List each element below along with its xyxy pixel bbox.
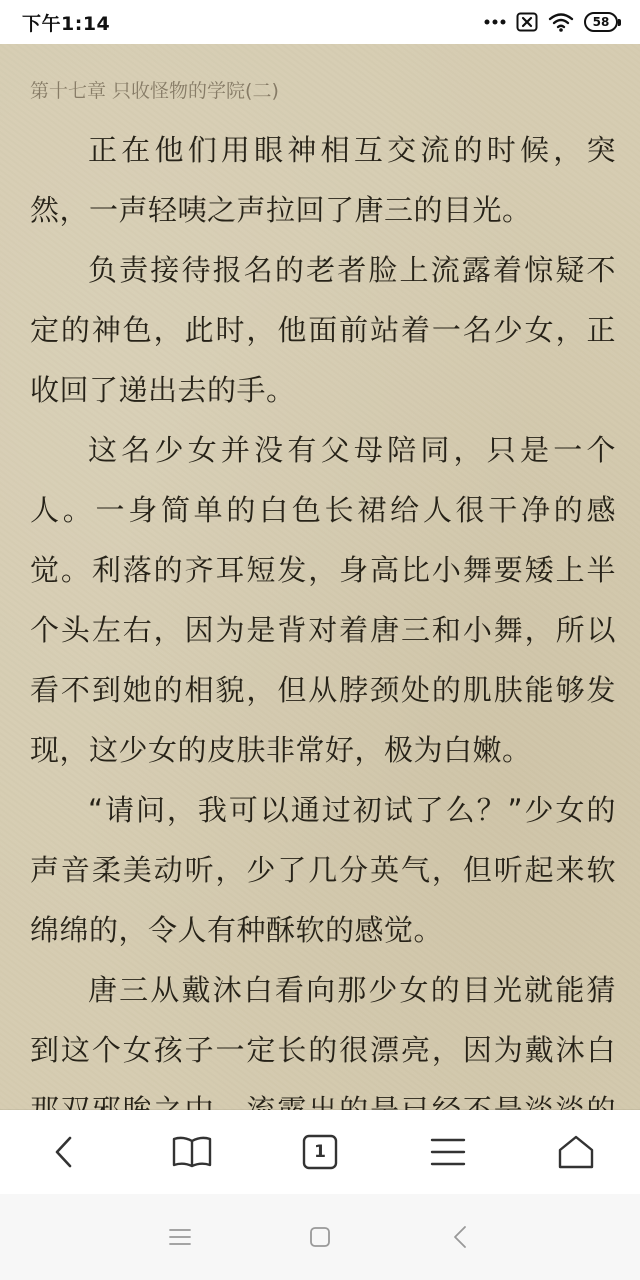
page-number: 1 [314, 1142, 326, 1162]
home-button[interactable] [541, 1117, 611, 1187]
status-icons [484, 12, 618, 32]
page-number-button[interactable] [285, 1117, 355, 1187]
nav-back-icon [452, 1225, 468, 1249]
reader-toolbar [0, 1110, 640, 1194]
nav-home-button[interactable] [290, 1207, 350, 1267]
paragraph: 唐三从戴沐白看向那少女的目光就能猜到这个女孩子一定长的很漂亮，因为戴沐白 [30, 973, 616, 1067]
system-nav-bar [0, 1194, 640, 1280]
nav-back-button[interactable] [430, 1207, 490, 1267]
chapter-content [30, 120, 616, 1200]
back-chevron-icon [49, 1134, 79, 1170]
status-time: 下午1:14 [22, 12, 111, 35]
menu-button[interactable] [413, 1117, 483, 1187]
menu-lines-icon [430, 1137, 466, 1167]
bookshelf-button[interactable] [157, 1117, 227, 1187]
home-icon [557, 1134, 595, 1170]
chapter-title: 第十七章 只收怪物的学院(二) [30, 80, 279, 102]
back-button[interactable] [29, 1117, 99, 1187]
paragraph: 正在他们用眼神相互交流的时候，突然，一声轻咦之声拉回了唐三的目光。 [30, 133, 616, 227]
paragraph: 负责接待报名的老者脸上流露着惊疑不定的神色，此时，他面前站着一名少女，正收回了递出去的手。 [30, 253, 616, 407]
book-open-icon [172, 1135, 212, 1169]
nav-menu-button[interactable] [150, 1207, 210, 1267]
wifi-icon [548, 12, 574, 32]
reader-page[interactable] [0, 44, 640, 1110]
paragraph: 这名少女并没有父母陪同，只是一个人。一身简单的白色长裙给人很干净的感觉。利落的齐耳短发，身高比小舞要矮上半个头左右，因为是背对着唐三和小舞，所以看不到她的相貌，但从脖颈处的肌肤能够发现，这少女的皮肤非常好，极为白嫩。 [30, 433, 616, 767]
battery-icon: 58 [584, 12, 618, 32]
nav-menu-icon [169, 1228, 191, 1246]
no-sim-icon [516, 12, 538, 32]
more-dots-icon [484, 18, 506, 26]
status-bar [0, 0, 640, 44]
nav-home-square-icon [309, 1226, 331, 1248]
paragraph: “请问，我可以通过初试了么？”少女的声音柔美动听，少了几分英气，但听起来软绵绵的，令人有种酥软的感觉。 [30, 793, 616, 947]
